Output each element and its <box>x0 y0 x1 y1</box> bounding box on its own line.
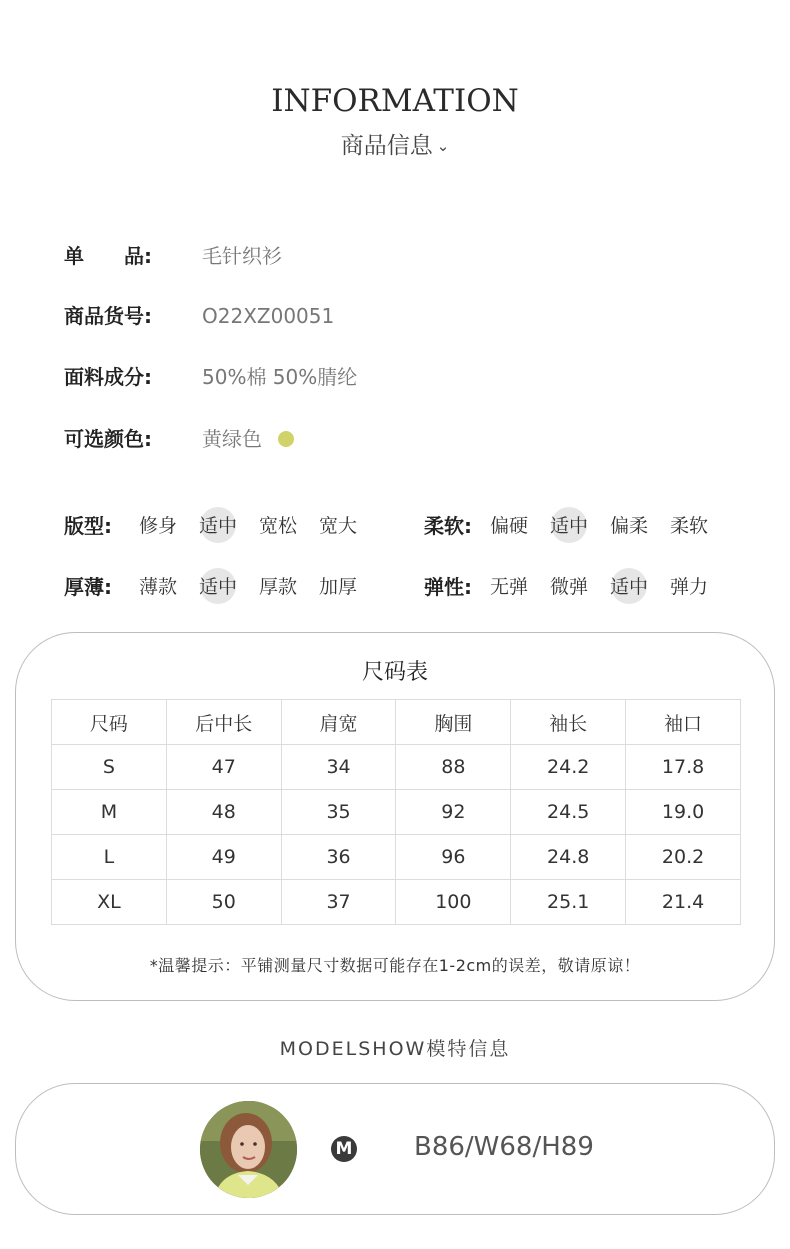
table-header-cell: 尺码 <box>52 700 167 745</box>
table-header-cell: 后中长 <box>166 700 281 745</box>
chevron-down-icon: ⌄ <box>436 137 450 155</box>
attr-option-selected: 适中 <box>605 572 653 602</box>
attr-option: 修身 <box>138 515 177 537</box>
table-cell: 34 <box>281 745 396 790</box>
table-header-cell: 胸围 <box>396 700 511 745</box>
attr-option-selected: 适中 <box>545 511 593 541</box>
color-swatch[interactable] <box>278 431 294 447</box>
table-cell: 100 <box>396 880 511 925</box>
info-label: 面料成分: <box>64 365 152 389</box>
model-card <box>15 1083 775 1215</box>
table-row <box>52 790 741 835</box>
table-cell: XL <box>52 880 167 925</box>
table-cell: 35 <box>281 790 396 835</box>
info-label: 可选颜色: <box>64 427 152 451</box>
size-chart-title: 尺码表 <box>361 660 428 685</box>
attr-label: 弹性: <box>424 575 472 599</box>
table-cell: 19.0 <box>626 790 741 835</box>
attr-softness <box>424 511 744 541</box>
size-chart-card <box>15 632 775 1001</box>
attr-fit <box>64 511 384 541</box>
info-label: 单 品: <box>64 244 152 268</box>
attr-option: 无弹 <box>489 576 528 598</box>
attr-thickness <box>64 572 384 602</box>
table-cell: 50 <box>166 880 281 925</box>
color-name: 黄绿色 <box>202 427 262 451</box>
size-table <box>51 699 741 925</box>
table-cell: 47 <box>166 745 281 790</box>
model-avatar <box>200 1101 297 1198</box>
table-row <box>52 745 741 790</box>
table-header-cell: 肩宽 <box>281 700 396 745</box>
table-cell: 25.1 <box>511 880 626 925</box>
table-cell: 36 <box>281 835 396 880</box>
attr-option: 偏硬 <box>489 515 528 537</box>
table-cell: M <box>52 790 167 835</box>
table-cell: 20.2 <box>626 835 741 880</box>
model-size-badge: M <box>331 1136 357 1162</box>
attr-option: 薄款 <box>138 576 177 598</box>
table-cell: 24.5 <box>511 790 626 835</box>
attr-label: 厚薄: <box>64 575 112 599</box>
table-cell: 21.4 <box>626 880 741 925</box>
attr-option: 弹力 <box>669 576 708 598</box>
table-cell: 49 <box>166 835 281 880</box>
attr-label: 柔软: <box>424 514 472 538</box>
table-header-cell: 袖口 <box>626 700 741 745</box>
table-cell: 96 <box>396 835 511 880</box>
table-cell: 37 <box>281 880 396 925</box>
model-measurements: B86/W68/H89 <box>414 1132 594 1162</box>
attr-option: 宽松 <box>258 515 297 537</box>
subtitle-text: 商品信息 <box>340 133 433 159</box>
table-cell: 24.8 <box>511 835 626 880</box>
attr-label: 版型: <box>64 514 112 538</box>
table-cell: 88 <box>396 745 511 790</box>
table-header-cell: 袖长 <box>511 700 626 745</box>
product-info-subtitle[interactable] <box>0 132 790 160</box>
table-cell: 24.2 <box>511 745 626 790</box>
table-header-row <box>52 700 741 745</box>
table-cell: 48 <box>166 790 281 835</box>
info-value: O22XZ00051 <box>202 304 335 328</box>
attr-elasticity <box>424 572 744 602</box>
attr-option: 偏柔 <box>609 515 648 537</box>
information-title: INFORMATION <box>271 83 519 119</box>
info-label: 商品货号: <box>64 304 152 328</box>
table-cell: 17.8 <box>626 745 741 790</box>
model-heading: MODELSHOW模特信息 <box>279 1038 511 1060</box>
attr-option: 加厚 <box>318 576 357 598</box>
table-row <box>52 880 741 925</box>
info-value: 毛针织衫 <box>202 244 282 268</box>
info-value: 50%棉 50%腈纶 <box>202 365 358 389</box>
table-row <box>52 835 741 880</box>
attr-option: 柔软 <box>669 515 708 537</box>
attr-option: 微弹 <box>549 576 588 598</box>
attr-option-selected: 适中 <box>194 572 242 602</box>
size-note: *温馨提示：平铺测量尺寸数据可能存在1-2cm的误差，敬请原谅！ <box>149 956 641 975</box>
model-photo-illustration <box>200 1101 297 1198</box>
attr-option-selected: 适中 <box>194 511 242 541</box>
table-cell: L <box>52 835 167 880</box>
attr-option: 厚款 <box>258 576 297 598</box>
table-cell: 92 <box>396 790 511 835</box>
info-value <box>202 424 294 454</box>
table-cell: S <box>52 745 167 790</box>
attr-option: 宽大 <box>318 515 357 537</box>
